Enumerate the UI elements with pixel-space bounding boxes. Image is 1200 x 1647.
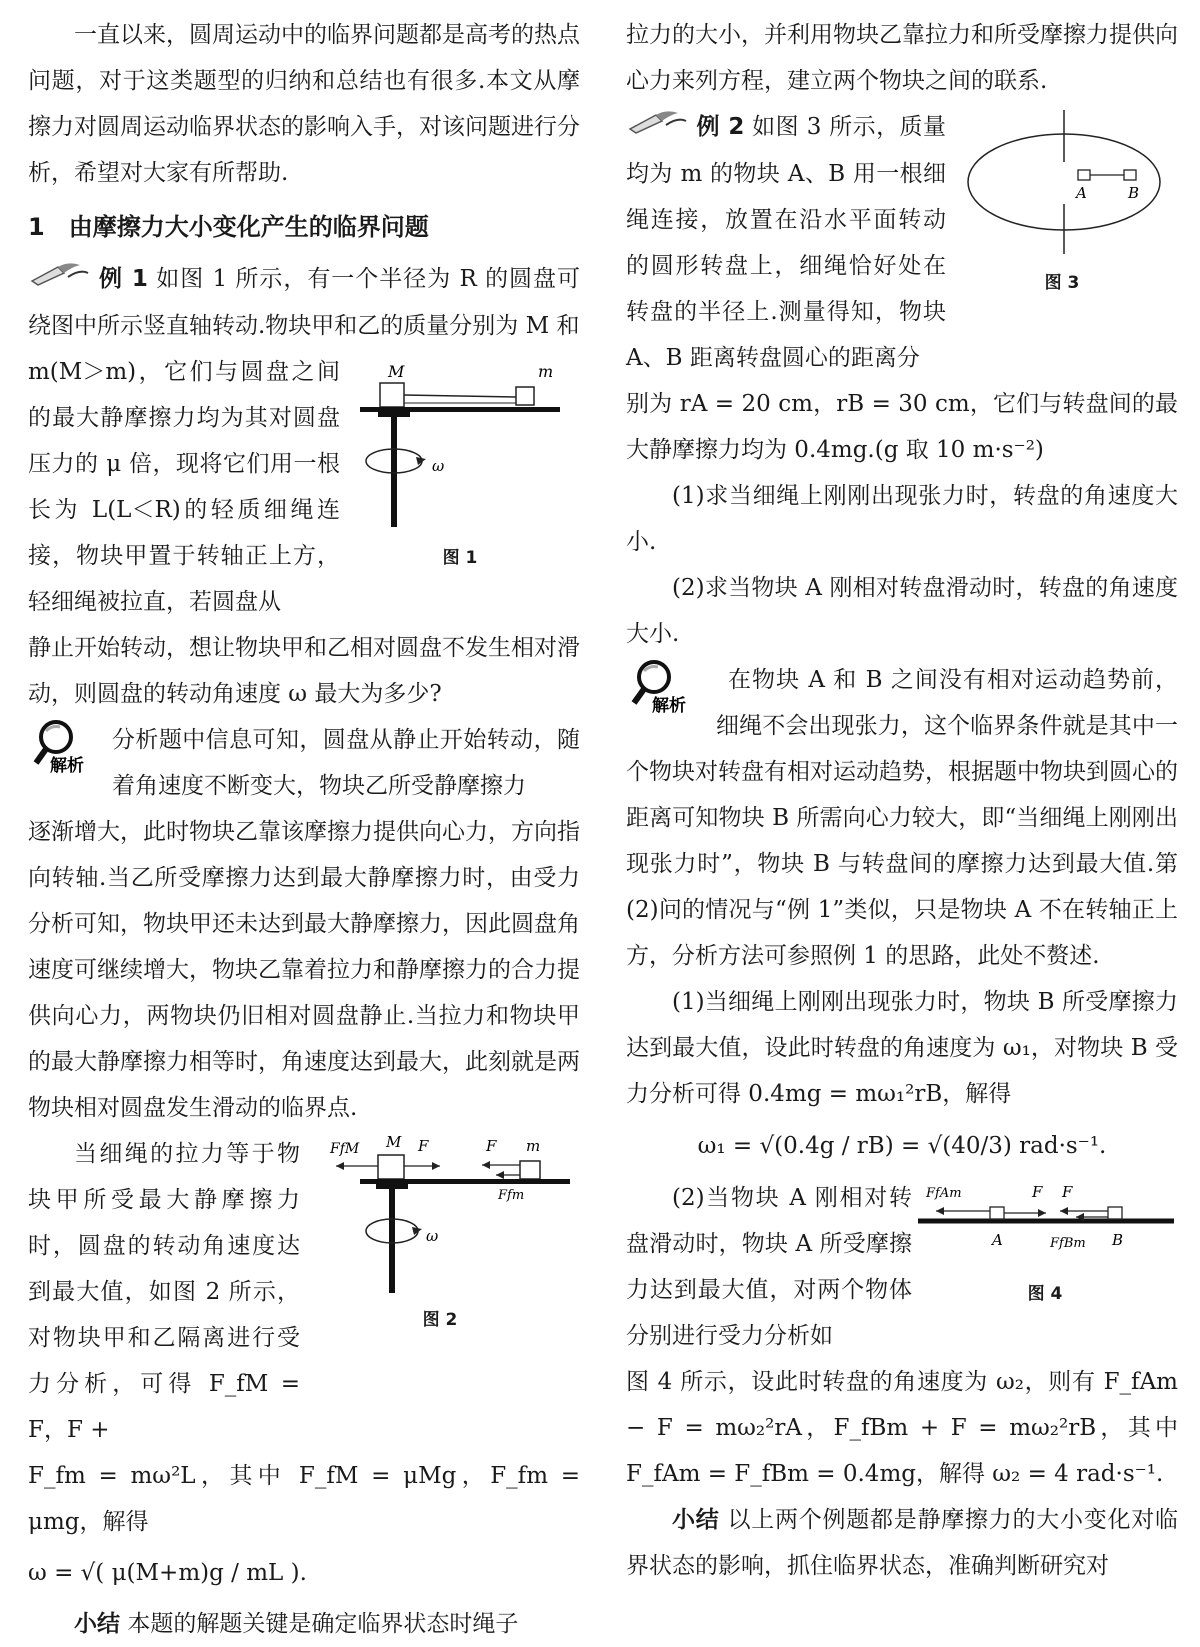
fig1-label-m: m (538, 362, 554, 381)
example-2-label: 例 2 (696, 114, 745, 140)
analysis-2-label: 解析 (652, 696, 686, 715)
continuation-1: 拉力的大小，并利用物块乙靠拉力和所受摩擦力提供向心力来列方程，建立两个物块之间的联系. (626, 22, 1178, 94)
intro-paragraph: 一直以来，圆周运动中的临界问题都是高考的热点问题，对于这类题型的归纳和总结也有很多.本文从摩擦力对圆周运动临界状态的影响入手，对该问题进行分析，希望对大家有所帮助. (28, 22, 580, 186)
fig2-label-omega: ω (426, 1227, 439, 1245)
fig2-label-F2: F (486, 1137, 497, 1155)
question-2: (2)求当物块 A 刚相对转盘滑动时，转盘的角速度大小. (626, 575, 1178, 647)
example-1-text: 如图 1 所示，有一个半径为 R 的圆盘可绕图中所示竖直轴转动.物块甲和乙的质量分别为 M 和 (28, 266, 581, 339)
summary-2-label: 小结 (672, 1507, 720, 1533)
analysis-1 (28, 717, 580, 809)
fig2-label-m: m (526, 1137, 541, 1155)
example-1-wrap (28, 349, 580, 625)
analysis-2-text: 在物块 A 和 B 之间没有相对运动趋势前，细绳不会出现张力，这个临界条件就是其中一个物块对转盘有相对运动趋势，根据题中物块到圆心的距离可知物块 B 所需向心力较大，即“当细绳上刚刚出现张力时”，物块 B 与转盘间的摩擦力达到最大值.第(2)问的情况与“例 1”类似，只是物块 A 不在转轴正上方，分析方法可参照例 1 的思路，此处不赘述. (626, 667, 1178, 969)
summary-1-label: 小结 (74, 1611, 120, 1637)
figure-1-caption: 图 1 (442, 548, 478, 568)
fig4-label-B: B (1112, 1231, 1124, 1249)
pen-icon (626, 105, 690, 151)
summary-1 (28, 1601, 580, 1647)
figure-4 (912, 1175, 1178, 1359)
pen-icon (28, 257, 92, 303)
question-1: (1)求当细绳上刚刚出现张力时，转盘的角速度大小. (626, 483, 1178, 555)
magnifier-icon (626, 657, 706, 719)
figure-2-caption: 图 2 (422, 1310, 458, 1330)
fig4-label-F1: F (1032, 1183, 1043, 1201)
section-title: 1 由摩擦力大小变化产生的临界问题 (28, 213, 429, 241)
figure-2-drawing (300, 1131, 580, 1301)
fig4-label-F2: F (1062, 1183, 1073, 1201)
analysis-2 (626, 657, 1178, 979)
fig1-label-M: M (388, 362, 405, 381)
fig1-label-omega: ω (432, 457, 445, 475)
solution-1: (1)当细绳上刚刚出现张力时，物块 B 所受摩擦力达到最大值，设此时转盘的角速度为 ω₁，对物块 B 受力分析可得 0.4mg = mω₁²rB，解得 (626, 989, 1178, 1107)
figure-2 (300, 1131, 580, 1453)
formula-2: ω₁ = √(0.4g / rB) = √(40/3) rad·s⁻¹. (697, 1133, 1107, 1159)
example-1-wrap-text: m(M＞m)，它们与圆盘之间的最大静摩擦力均为其对圆盘压力的 μ 倍，现将它们用一根长为 L(L＜R)的轻质细绳连接，物块甲置于转轴正上方，轻细绳被拉直，若圆盘从 (28, 359, 340, 615)
solution-2-wrap-text: (2)当物块 A 刚相对转盘滑动时，物块 A 所受摩擦力达到最大值，对两个物体分别进行受力分析如 (626, 1185, 912, 1349)
magnifier-icon (28, 717, 102, 779)
example-2-text: 如图 3 所示，质量均为 m 的物块 A、B 用一根细绳连接，放置在沿水平面转动的圆形转盘上，细绳恰好处在转盘的半径上.测量得知，物块 A、B 距离转盘圆心的距离分 (626, 114, 947, 371)
summary-1-text: 本题的解题关键是确定临界状态时绳子 (127, 1611, 519, 1637)
fig2-label-F1: F (418, 1137, 429, 1155)
fig3-label-A: A (1076, 184, 1087, 202)
figure-3-drawing (946, 104, 1178, 264)
analysis-1-text-b: 逐渐增大，此时物块乙靠该摩擦力提供向心力，方向指向转轴.当乙所受摩擦力达到最大静摩擦力时，由受力分析可知，物块甲还未达到最大静摩擦力，因此圆盘角速度可继续增大，物块乙靠着拉力和静摩擦力的合力提供向心力，两物块仍旧相对圆盘静止.当拉力和物块甲的最大静摩擦力相等时，角速度达到最大，此刻就是两物块相对圆盘发生滑动的临界点. (28, 819, 580, 1121)
solution-2-tail: 图 4 所示，设此时转盘的角速度为 ω₂，则有 F_fAm − F = mω₂²rA，F_fBm + F = mω₂²rB，其中 F_fAm = F_fBm = 0.4mg，解得 ω₂ = 4 rad·s⁻¹. (626, 1369, 1178, 1487)
paragraph-2-tail: F_fm = mω²L，其中 F_fM = μMg，F_fm = μmg，解得 (28, 1463, 580, 1535)
example-1-label: 例 1 (98, 266, 148, 292)
fig3-label-B: B (1128, 184, 1140, 202)
example-2-wrap-text (626, 104, 946, 381)
fig2-label-Ffm: Ffm (498, 1188, 525, 1203)
figure-3-caption: 图 3 (1044, 273, 1080, 293)
left-column (28, 12, 580, 1647)
solution-2-wrap (626, 1175, 1178, 1359)
example-1-head (28, 256, 580, 349)
fig2-label-M: M (386, 1133, 402, 1151)
figure-4-drawing (912, 1175, 1178, 1275)
figure-4-caption: 图 4 (1027, 1284, 1063, 1304)
figure-3 (946, 104, 1178, 381)
example-1-tail: 静止开始转动，想让物块甲和乙相对圆盘不发生相对滑动，则圆盘的转动角速度 ω 最大为多少? (28, 635, 580, 707)
paragraph-2-wrap (28, 1131, 580, 1453)
figure-1-drawing (340, 349, 580, 539)
example-2-wrap (626, 104, 1178, 381)
analysis-1-text-a: 分析题中信息可知，圆盘从静止开始转动，随着角速度不断变大，物块乙所受静摩擦力 (112, 727, 580, 799)
analysis-1-label: 解析 (50, 756, 84, 775)
fig4-label-FfAm: FfAm (926, 1186, 962, 1201)
figure-1 (340, 349, 580, 625)
right-column (626, 12, 1178, 1589)
fig4-label-A: A (992, 1231, 1003, 1249)
paragraph-2-wrap-text: 当细绳的拉力等于物块甲所受最大静摩擦力时，圆盘的转动角速度达到最大值，如图 2 所示，对物块甲和乙隔离进行受力分析，可得 F_fM = F，F + (28, 1141, 300, 1443)
formula-1: ω = √( μ(M+m)g / mL ). (28, 1560, 307, 1586)
summary-2-text: 以上两个例题都是静摩擦力的大小变化对临界状态的影响，抓住临界状态，准确判断研究对 (626, 1507, 1179, 1579)
fig2-label-FfM: FfM (330, 1141, 360, 1157)
summary-2 (626, 1497, 1178, 1589)
fig4-label-FfBm: FfBm (1050, 1236, 1086, 1251)
example-2-tail: 别为 rA = 20 cm，rB = 30 cm，它们与转盘间的最大静摩擦力均为 0.4mg.(g 取 10 m·s⁻²) (626, 391, 1178, 463)
